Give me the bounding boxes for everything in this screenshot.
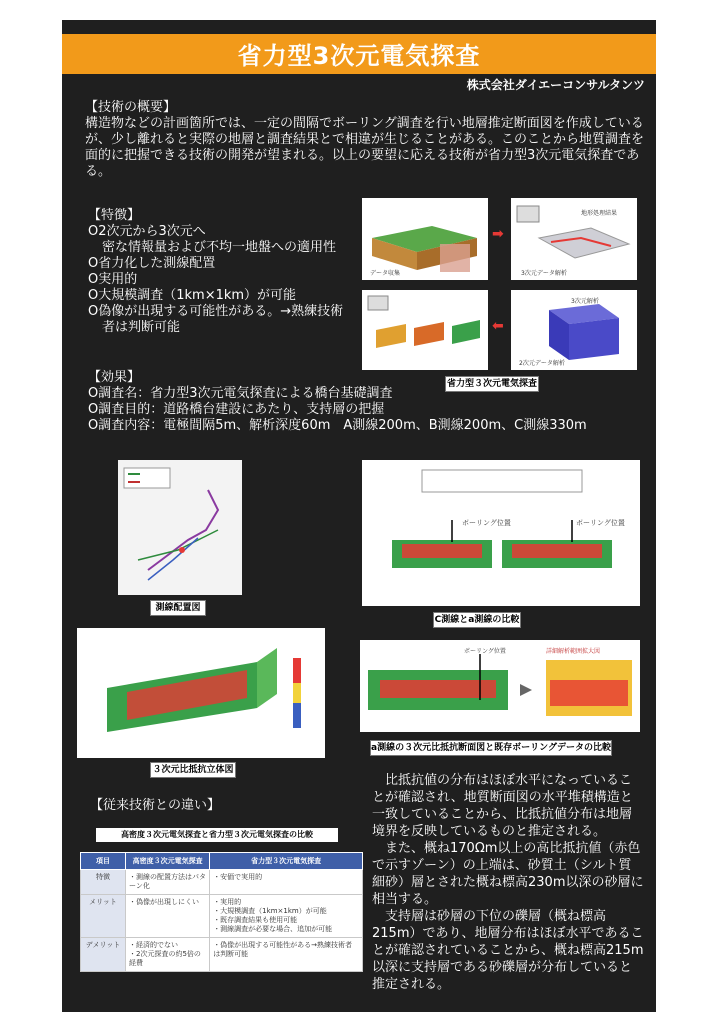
flow-panel-data-collection [362, 198, 488, 280]
table-row [81, 938, 363, 972]
flow-label: 地形処理結果 [581, 210, 618, 217]
resistivity-3d-illustration [77, 628, 325, 758]
features-heading: 【特徴】 [88, 208, 141, 223]
table-cell: ・経済的でない ・2次元探査の約5倍の経費 [126, 938, 210, 972]
feature-item: 者は判断可能 [102, 320, 181, 335]
survey-layout-illustration [118, 460, 242, 595]
flow-label: 3次元データ解析 [521, 270, 567, 277]
column-header: 項目 [81, 853, 126, 870]
table-cell: ・測線の配置方法はパターン化 [126, 870, 210, 895]
flow-arrow-right: ➡ [492, 226, 504, 242]
c-line-comparison-figure [362, 460, 640, 606]
table-row [81, 895, 363, 938]
comparison-table-title: 高密度３次元電気探査と省力型３次元電気探査の比較 [96, 828, 338, 842]
row-label: 特徴 [81, 870, 126, 895]
boring-position-label: ボーリング位置 [576, 519, 625, 527]
row-label: デメリット [81, 938, 126, 972]
results-paragraph: 比抵抗値の分布はほぼ水平になっていることが確認され、地質断面図の水平堆積構造と一致していることから、比抵抗値分布は地層境界を反映しているものと推定される。 [372, 773, 633, 839]
row-label: メリット [81, 895, 126, 938]
page-title: 省力型3次元電気探査 [237, 42, 481, 70]
flow-label: データ収集 [370, 270, 401, 277]
feature-item: O大規模調査（1km×1km）が可能 [88, 288, 297, 303]
results-text [372, 772, 644, 993]
column-header: 高密度３次元電気探査 [126, 853, 210, 870]
flow-panel-3d-analysis [511, 198, 637, 280]
effects-section [88, 370, 648, 434]
feature-item: O2次元から3次元へ [88, 224, 206, 239]
flow-label: 2次元データ解析 [519, 360, 565, 367]
overview-section [85, 100, 645, 180]
overview-heading: 【技術の概要】 [85, 100, 177, 115]
table-cell: ・安価で実用的 [210, 870, 363, 895]
survey-layout-caption: 測線配置図 [150, 600, 206, 616]
c-comparison-caption: C測線とa測線の比較 [433, 612, 521, 628]
boring-position-label: ボーリング位置 [462, 519, 511, 527]
table-row [81, 870, 363, 895]
table-cell: ・実用的 ・大規模調査（1km×1km）が可能 ・既存調査結果も使用可能 ・測線調査が必要な場合、追加が可能 [210, 895, 363, 938]
feature-item: O偽像が出現する可能性がある。→熟練技術 [88, 304, 344, 319]
flow-arrow-left: ⬅ [492, 318, 504, 334]
resistivity-3d-caption: ３次元比抵抗立体図 [150, 762, 236, 778]
feature-item: 密な情報量および不均一地盤への適用性 [102, 240, 337, 255]
flow-caption: 省力型３次元電気探査 [445, 376, 539, 392]
effect-item: O調査目的：道路橋台建設にあたり、支持層の把握 [88, 402, 385, 417]
results-paragraph: 支持層は砂層の下位の礫層（概ね標高215m）であり、地層分布はほぼ水平であることが確認されていることから、概ね標高215m以深に支持層である砂礫層が分布していると推定される。 [372, 909, 644, 992]
flow-panel-3d-result [511, 290, 637, 370]
flow-label: 3次元解析 [571, 298, 599, 305]
features-section [88, 208, 358, 336]
effect-item: O調査内容：電極間隔5m、解析深度60m A測線200m、B測線200m、C測線330m [88, 418, 587, 433]
feature-item: O実用的 [88, 272, 138, 287]
detail-range-label: 詳細解析範囲拡大図 [546, 648, 601, 655]
table-cell: ・偽像が出現しにくい [126, 895, 210, 938]
company-name: 株式会社ダイエーコンサルタンツ [466, 78, 645, 92]
column-header: 省力型３次元電気探査 [210, 853, 363, 870]
boring-comparison-caption: a測線の３次元比抵抗断面図と既存ボーリングデータの比較 [370, 740, 612, 756]
feature-item: O省力化した測線配置 [88, 256, 216, 271]
effects-heading: 【効果】 [88, 370, 141, 385]
section-slices-illustration [362, 290, 488, 370]
comparison-heading: 【従来技術との違い】 [90, 798, 221, 813]
boring-position-label: ボーリング位置 [464, 648, 506, 655]
survey-layout-map [118, 460, 242, 595]
flow-panel-2d-analysis [362, 290, 488, 370]
section-comparison-illustration [362, 460, 640, 606]
boring-comparison-figure [360, 640, 640, 732]
effect-item: O調査名：省力型3次元電気探査による橋台基礎調査 [88, 386, 393, 401]
table-cell: ・偽像が出現する可能性がある→熟練技術者は判断可能 [210, 938, 363, 972]
resistivity-3d-figure [77, 628, 325, 758]
overview-body: 構造物などの計画箇所では、一定の間隔でボーリング調査を行い地層推定断面図を作成しているが、少し離れると実際の地層と調査結果とで相違が生じることがある。このことから地質調査を面的に把握できる技術の開発が望まれる。以上の要望に応える技術が省力型3次元電気探査である。 [85, 116, 645, 179]
results-paragraph: また、概ね170Ωm以上の高比抵抗値（赤色で示すゾーン）の上端は、砂質土（シルト質細砂）層とされた概ね標高230m以深の砂層に相当する。 [372, 841, 644, 907]
comparison-table [80, 852, 363, 972]
